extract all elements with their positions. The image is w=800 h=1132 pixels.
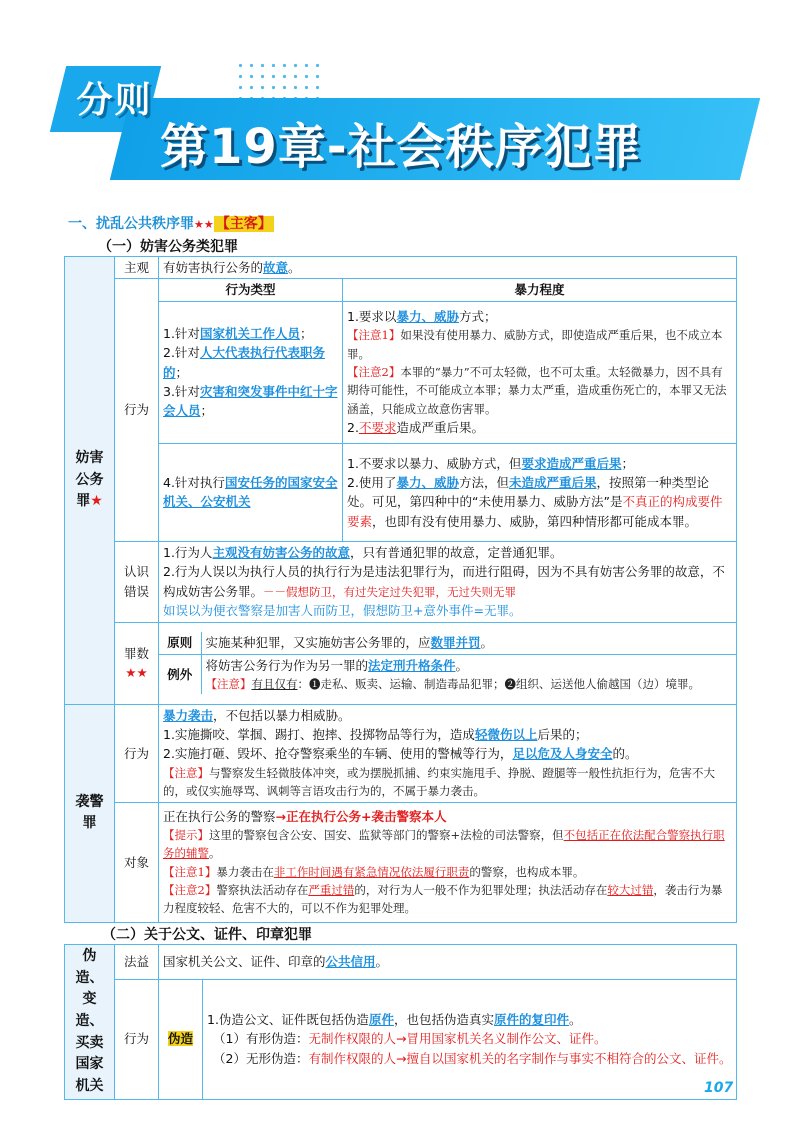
chapter-title: 第19章-社会秩序犯罪 (160, 119, 642, 175)
crime-name-forge: 伪造、变造、买卖国家机关 (65, 945, 115, 1100)
crime-star: ★ (90, 493, 103, 510)
violence-degree-2: 1.不要求以暴力、威胁方式，但要求造成严重后果； 2.使用了暴力、威胁方法，但未造成严重后果，按照第一种类型论处。可见，第四种中的“未使用暴力、威胁方法”是不真正的构成要件要素，也即有没有使用暴力、威胁，第四种情形都可能成本罪。 (343, 443, 737, 541)
forge-act-text: 1.伪造公文、证件既包括伪造原件，也包括伪造真实原件的复印件。 （1）有形伪造：无制作权限的人→冒用国家机关名义制作公文、证件。 （2）无形伪造：有制作权限的人→擅自以国家机关的名字制作与事实不相符合的公文、证件。 (203, 979, 737, 1099)
subjective-text: 有妨害执行公务的故意。 (159, 257, 737, 279)
crime-name-text: 妨害公务罪 (75, 449, 104, 510)
interest-text: 国家机关公文、证件、印章的公共信用。 (159, 945, 737, 980)
mistake-text: 1.行为人主观没有妨害公务的故意，只有普通犯罪的故意，定普通犯罪。 2.行为人误以为执行人员的执行行为是违法犯罪行为，而进行阻碍，因为不具有妨害公务罪的故意，不构成妨害公务罪。－－假想防卫，有过失定过失犯罪，无过失则无罪 如误以为便衣警察是加害人而防卫，假想防卫+意外事件=无罪。 (159, 541, 737, 622)
row-label-act: 行为 (115, 279, 159, 541)
act-types-2: 4.针对执行国安任务的国家安全机关、公安机关 (159, 443, 343, 541)
violence-degree-1: 1.要求以暴力、威胁方式； 【注意1】如果没有使用暴力、威胁方式，即使造成严重后果，也不成立本罪。 【注意2】本罪的“暴力”不可太轻微，也不可太重。太轻微暴力，因不具有期待可能性，不可能成立本罪；暴力太严重，造成重伤死亡的，本罪又无法涵盖，只能成立故意伤害罪。 2.不要求造成严重后果。 (343, 301, 737, 443)
row-label-forge-act: 行为 (115, 979, 159, 1099)
counts-exception-text: 将妨害公务行为作为另一罪的法定刑升格条件。 【注意】有且仅有：❶走私、贩卖、运输、制造毒品犯罪；❷组织、运送他人偷越国（边）境罪。 (205, 657, 700, 691)
part-label: 分则 (76, 80, 153, 121)
page-number: 107 (704, 1080, 734, 1096)
row-label-assault-target: 对象 (115, 802, 159, 922)
section-heading (68, 213, 274, 233)
row-label-counts: 罪数 ★★ (115, 622, 159, 704)
assault-target-text: 正在执行公务的警察→正在执行公务+袭击警察本人 【提示】这里的警察包含公安、国安、监狱等部门的警察+法检的司法警察，但不包括正在依法配合警察执行职务的辅警。 【注意1】暴力袭击在非工作时间遇有紧急情况依法履行职责的警察，也构成本罪。 【注意2】警察执法活动存在严重过错的，对行为人一般不作为犯罪处理；执法活动存在较大过错，袭击行为暴力程度较轻、危害不大的，可以不作为犯罪处理。 (159, 802, 737, 922)
crime-name-obstruct (65, 257, 115, 705)
counts-rule-label: 原则 (159, 632, 201, 654)
section-tag: 【主客】 (215, 216, 272, 232)
row-label-assault-act: 行为 (115, 704, 159, 802)
counts-rule-text: 实施某种犯罪，又实施妨害公务罪的，应数罪并罚。 (201, 632, 736, 654)
crime-table-2 (64, 944, 737, 1100)
col-violence-degree: 暴力程度 (343, 279, 737, 301)
act-types-1: 1.针对国家机关工作人员； 2.针对人大代表执行代表职务的； 3.针对灾害和突发事件中红十字会人员； (159, 301, 343, 443)
forge-sub-label: 伪造 (159, 979, 203, 1099)
subsection-heading-2: （二）关于公文、证件、印章犯罪 (102, 927, 312, 943)
assault-act-text: 暴力袭击，不包括以暴力相威胁。 1.实施撕咬、掌掴、踢打、抱摔、投掷物品等行为，造成轻微伤以上后果的； 2.实施打砸、毁坏、抢夺警察乘坐的车辆、使用的警械等行为，足以危及人身安全的。 【注意】与警察发生轻微肢体冲突，或为摆脱抓捕、约束实施甩手、挣脱、蹬腿等一般性抗拒行为，危害不大的，或仅实施辱骂、讽刺等言语攻击行为的，不属于暴力袭击。 (159, 704, 737, 802)
crime-table-1 (64, 256, 737, 923)
section-title: 一、扰乱公共秩序罪 (68, 216, 194, 232)
row-label-subjective: 主观 (115, 257, 159, 279)
counts-cell (159, 622, 737, 704)
subsection-heading-1: （一）妨害公务类犯罪 (98, 239, 238, 255)
col-act-type: 行为类型 (159, 279, 343, 301)
row-label-interest: 法益 (115, 945, 159, 980)
decorative-dots (235, 60, 325, 100)
counts-exception-label: 例外 (159, 654, 201, 694)
section-stars: ★★ (194, 218, 214, 231)
row-label-mistake: 认识错误 (115, 541, 159, 622)
crime-name-assault: 袭警罪 (65, 704, 115, 922)
